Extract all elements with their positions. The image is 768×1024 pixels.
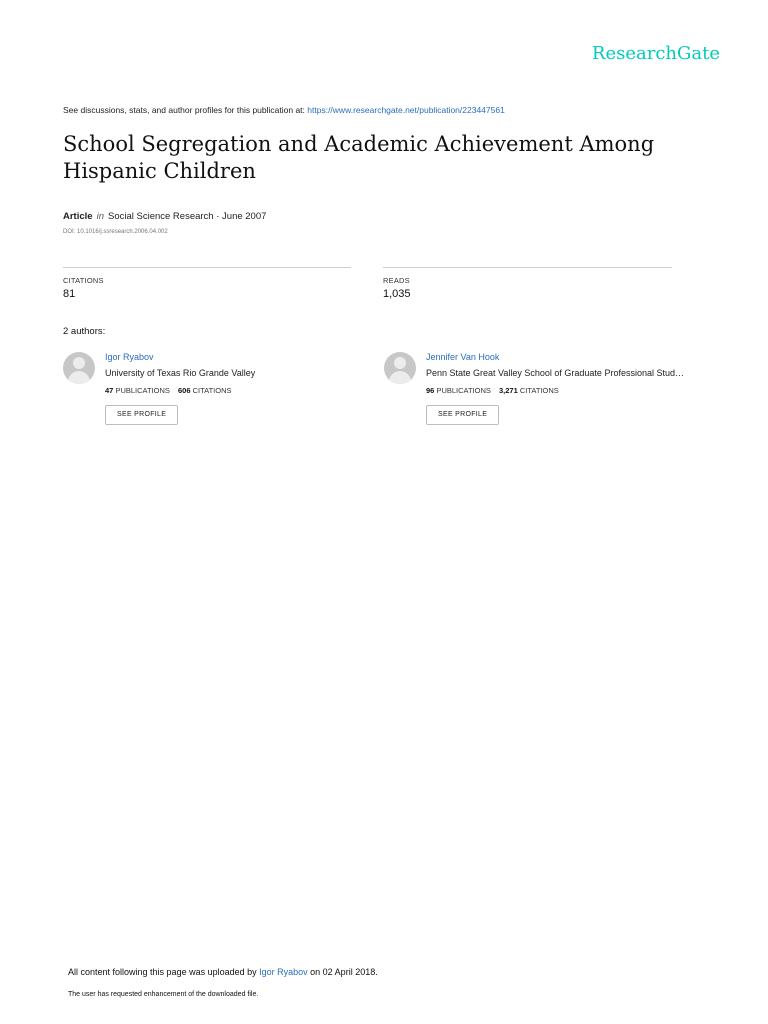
publications-label: PUBLICATIONS	[436, 386, 491, 395]
author-institution: Penn State Great Valley School of Graduate Professional Stud…	[426, 368, 684, 378]
authors-heading: 2 authors:	[63, 326, 106, 337]
see-profile-button[interactable]: SEE PROFILE	[426, 405, 499, 425]
see-profile-button[interactable]: SEE PROFILE	[105, 405, 178, 425]
in-label: in	[96, 211, 104, 222]
author-citations-label: CITATIONS	[192, 386, 232, 395]
author-name-link[interactable]: Igor Ryabov	[105, 352, 154, 362]
author-institution: University of Texas Rio Grande Valley	[105, 368, 256, 378]
author-stats	[426, 386, 559, 395]
citations-divider	[63, 267, 351, 268]
enhancement-note: The user has requested enhancement of the downloaded file.	[68, 991, 259, 998]
publications-label: PUBLICATIONS	[115, 386, 170, 395]
avatar-placeholder-icon[interactable]	[63, 352, 95, 384]
publications-count: 96	[426, 386, 435, 395]
citations-count: 3,271	[499, 386, 518, 395]
publications-count: 47	[105, 386, 114, 395]
reads-divider	[383, 267, 672, 268]
author-citations-label: CITATIONS	[519, 386, 559, 395]
citations-value: 81	[63, 288, 76, 300]
paper-title: School Segregation and Academic Achievement Among Hispanic Children	[63, 132, 655, 183]
author-card	[63, 350, 393, 430]
citations-label: CITATIONS	[63, 276, 104, 285]
avatar-placeholder-icon[interactable]	[384, 352, 416, 384]
discussion-prefix: See discussions, stats, and author profiles for this publication at:	[63, 105, 308, 115]
publication-url-link[interactable]: https://www.researchgate.net/publication/223447561	[307, 105, 505, 115]
author-name-link[interactable]: Jennifer Van Hook	[426, 352, 500, 362]
reads-value: 1,035	[383, 288, 411, 300]
upload-suffix: on 02 April 2018.	[307, 967, 378, 977]
paper-doi: DOI: 10.1016/j.ssresearch.2006.04.002	[63, 229, 168, 235]
uploader-link[interactable]: Igor Ryabov	[259, 967, 308, 977]
paper-type: Article	[63, 211, 93, 222]
citations-count: 606	[178, 386, 191, 395]
author-stats	[105, 386, 232, 395]
researchgate-logo[interactable]: ResearchGate	[591, 43, 720, 64]
upload-note	[68, 967, 378, 977]
discussion-line	[63, 105, 505, 115]
author-card	[384, 350, 714, 430]
journal-date: Social Science Research · June 2007	[107, 211, 267, 222]
paper-meta	[63, 211, 266, 222]
reads-label: READS	[383, 276, 410, 285]
upload-prefix: All content following this page was uploaded by	[68, 967, 260, 977]
